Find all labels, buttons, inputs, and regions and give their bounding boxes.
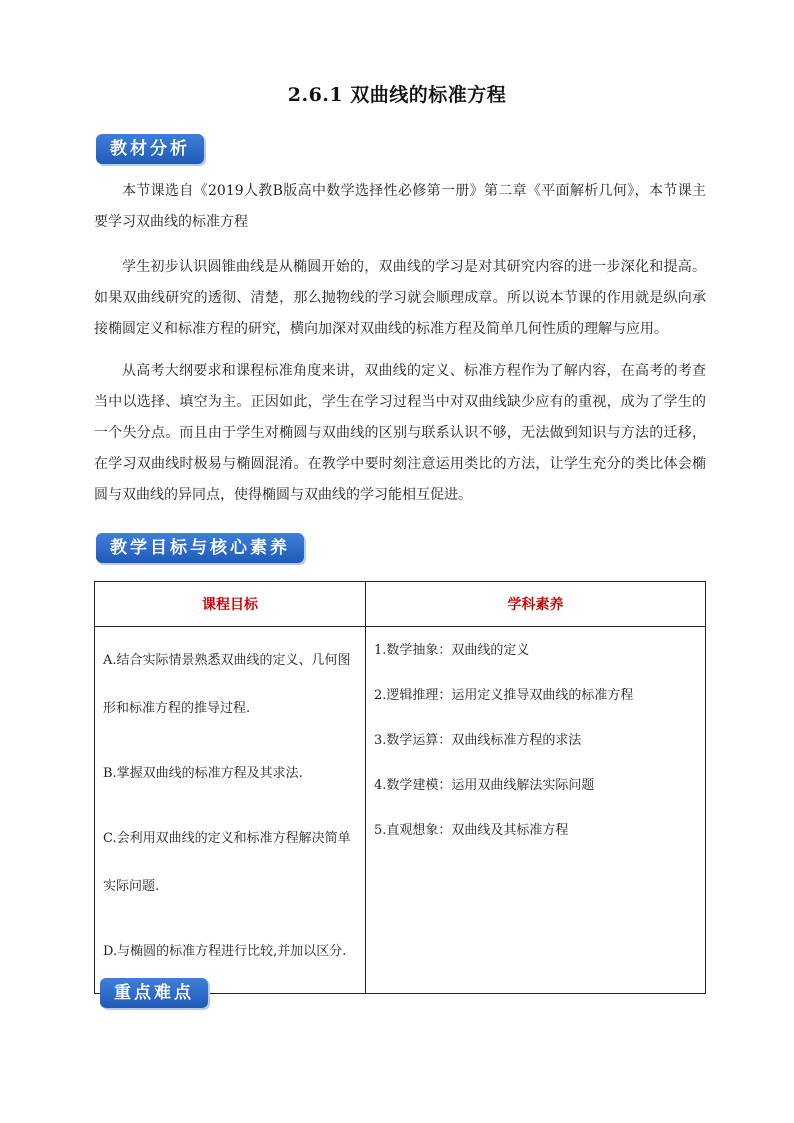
literacy-item-2: 2.逻辑推理：运用定义推导双曲线的标准方程 — [374, 688, 634, 703]
goals-table — [94, 581, 706, 994]
literacy-item-5: 5.直观想象：双曲线及其标准方程 — [374, 823, 569, 838]
subject-literacy-cell — [366, 627, 706, 994]
goal-item-c: C.会利用双曲线的定义和标准方程解决简单实际问题. — [103, 831, 351, 894]
section-badge-analysis: 教材分析 — [96, 134, 204, 164]
course-goals-cell — [95, 627, 366, 994]
paragraph-role: 学生初步认识圆锥曲线是从椭圆开始的，双曲线的学习是对其研究内容的进一步深化和提高。如果双曲线研究的透彻、清楚，那么抛物线的学习就会顺理成章。所以说本节课的作用就是纵向承接椭圆定义和标准方程的研究，横向加深对双曲线的标准方程及简单几何性质的理解与应用。 — [94, 259, 706, 337]
goal-item-b: B.掌握双曲线的标准方程及其求法. — [103, 766, 303, 781]
header-subject-literacy: 学科素养 — [366, 582, 706, 627]
page-title: 2.6.1 双曲线的标准方程 — [287, 84, 507, 106]
section-badge-keypoints: 重点难点 — [100, 978, 208, 1008]
paragraph-exam: 从高考大纲要求和课程标准角度来讲，双曲线的定义、标准方程作为了解内容，在高考的考查当中以选择、填空为主。正因如此，学生在学习过程当中对双曲线缺少应有的重视，成为了学生的一个失分点。而且由于学生对椭圆与双曲线的区别与联系认识不够，无法做到知识与方法的迁移，在学习双曲线时极易与椭圆混淆。在教学中要时刻注意运用类比的方法，让学生充分的类比体会椭圆与双曲线的异同点，使得椭圆与双曲线的学习能相互促进。 — [94, 363, 706, 503]
header-course-goals: 课程目标 — [95, 582, 366, 627]
section-badge-goals: 教学目标与核心素养 — [96, 533, 304, 563]
goal-item-d: D.与椭圆的标准方程进行比较,并加以区分. — [103, 944, 347, 959]
paragraph-intro: 本节课选自《2019人教B版高中数学选择性必修第一册》第二章《平面解析几何》，本节课主要学习双曲线的标准方程 — [94, 183, 706, 230]
literacy-item-3: 3.数学运算：双曲线标准方程的求法 — [374, 733, 582, 748]
literacy-item-1: 1.数学抽象：双曲线的定义 — [374, 643, 530, 658]
literacy-item-4: 4.数学建模：运用双曲线解法实际问题 — [374, 778, 595, 793]
goal-item-a: A.结合实际情景熟悉双曲线的定义、几何图形和标准方程的推导过程. — [103, 653, 351, 716]
